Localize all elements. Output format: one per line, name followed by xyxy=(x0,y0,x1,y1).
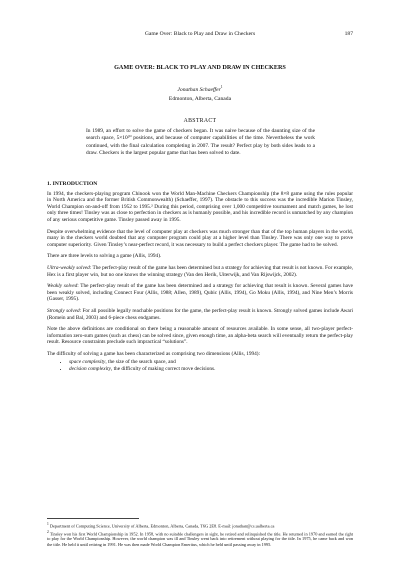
footnote-mark: 1 xyxy=(47,522,49,526)
list-item-text: , the size of the search space, and xyxy=(105,359,176,366)
author-line xyxy=(47,84,353,93)
footnote-mark: 2 xyxy=(47,529,49,534)
paragraph-intro-4: Note the above definitions are conditional on there being a reasonable amount of resources available. In some sense, all two-player perfect-information zero-sum games (such as chess) can be solved since, given enough time, an alpha-beta search will eventually return the perfect-play result. Resource constraints preclude such impractical “solutions”. xyxy=(47,326,353,346)
list-item xyxy=(69,366,353,373)
term-weakly-solved: Weakly solved xyxy=(47,283,78,290)
footnote-divider xyxy=(47,518,139,519)
list-item-term: space complexity xyxy=(69,359,106,366)
author-name: Jonathan Schaeffer xyxy=(177,86,221,93)
footnote-2 xyxy=(47,530,353,547)
list-item-text: , the difficulty of making correct move decisions. xyxy=(110,366,216,373)
page-number: 187 xyxy=(344,31,353,37)
definition-text: : The perfect-play result of the game has been determined but a strategy for achieving that result is not known. For example, Hex is a first player win, but no one knows the winning strategy (Van den Herik, Uiterwijk, and Van Rijswijck, 2002). xyxy=(47,264,353,278)
abstract-text: In 1989, an effort to solve the game of checkers began. It was naive because of the daunting size of the search space, 5×10²⁰ positions, and because of computer capabilities of the time. Nevertheless the work continued, with the final calculation completing in 2007. The result? Perfect play by both sides leads to a draw. Checkers is the largest popular game that has been solved to date. xyxy=(86,128,315,157)
term-ultra-weakly-solved: Ultra-weakly solved xyxy=(47,264,90,271)
term-strongly-solved: Strongly solved xyxy=(47,307,80,314)
abstract-heading: ABSTRACT xyxy=(183,118,217,124)
author-footnote-mark: 1 xyxy=(220,85,223,89)
definition-strongly-solved xyxy=(47,308,353,321)
paragraph-intro-2: Despite overwhelming evidence that the level of computer play at checkers was much stronger than that of the top human players in the world, many in the checkers world doubted that any computer program could play at a higher level than Tinsley. There was only one way to prove computer superiority. Given Tinsley’s near-perfect record, it was necessary to build a perfect checkers player. The game had to be solved. xyxy=(47,228,353,248)
paper-title: GAME OVER: BLACK TO PLAY AND DRAW IN CHECKERS xyxy=(114,64,286,71)
definition-text: : The perfect-play result of the game has been determined and a strategy for achieving that result is known. Several games have been weakly solved, including Connect Four (Allis, 1988; Allen, 1989), Qubic (Allis, 1994), Go Moku (Allis, 1994), and Nine Men’s Morris (Gasser, 1995). xyxy=(47,283,353,303)
paragraph-intro-1: In 1994, the checkers-playing program Chinook won the World Man-Machine Checkers Championship (the 8×8 game using the rules popular in North America and the former British Commonwealth) (Schaeffer, 1997). The obstacle to this success was the incredible Marion Tinsley, World Champion on-and-off from 1952 to 1995.² During this period, comprising over 1,000 competitive tournament and match games, he lost only three times! Tinsley was as close to perfection in checkers as is humanly possible, and his incredible record is unmatched by any champion of any serious competitive game. Tinsley passed away in 1995. xyxy=(47,190,353,223)
footnotes xyxy=(47,518,353,548)
definition-ultra-weakly-solved xyxy=(47,265,353,278)
body-text xyxy=(47,181,353,375)
footnote-1 xyxy=(47,522,353,529)
paragraph-intro-3: There are three levels to solving a game (Allis, 1994). xyxy=(47,253,162,260)
footnote-text: Department of Computing Science, University of Alberta, Edmonton, Alberta, Canada, T6G 2E8. E-mail: jonathan@cs.ualberta.ca xyxy=(49,523,275,529)
running-title: Game Over: Black to Play and Draw in Checkers xyxy=(144,31,256,37)
definition-text: : For all possible legally reachable positions for the game, the perfect-play result is known. Strongly solved games include Awari (Romein and Bal, 2003) and 6-piece chess endgames. xyxy=(47,307,354,321)
footnote-text: Tinsley won his first World Championship in 1952. In 1958, with no suitable challengers in sight, he retired and relinquished the title. He returned in 1970 and earned the right to play for the World Championship. However, the world champion was ill and Tinsley went back into retirement without playing for the title. In 1975, he came back and won the title. He held it until retiring in 1991. He was then made World Champion Emeritus, which he held until passing away in 1995. xyxy=(47,531,354,547)
affiliation: Edmonton, Alberta, Canada xyxy=(168,96,232,102)
section-heading-introduction: 1. INTRODUCTION xyxy=(47,181,98,187)
running-header xyxy=(47,31,353,39)
definition-weakly-solved xyxy=(47,283,353,303)
paragraph-intro-5: The difficulty of solving a game has been characterized as comprising two dimensions (Allis, 1994): xyxy=(47,350,261,357)
complexity-list xyxy=(47,359,353,372)
list-item-term: decision complexity xyxy=(69,366,111,373)
